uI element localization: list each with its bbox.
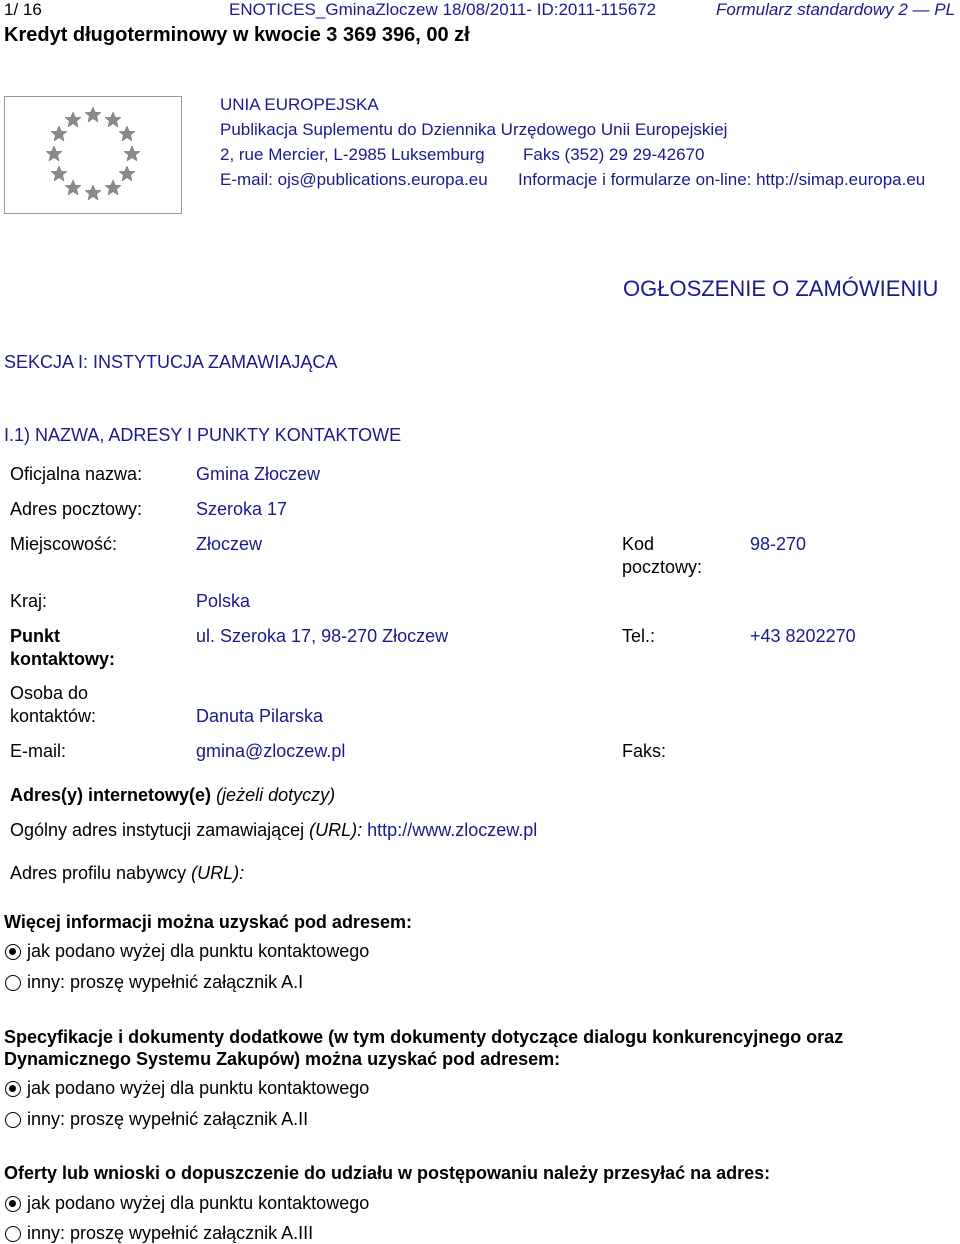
internet-address-title: Adres(y) internetowy(e) (10, 785, 212, 805)
specs-option-other: inny: proszę wypełnić załącznik A.II (27, 1109, 309, 1129)
more-info-title: Więcej informacji można uzyskać pod adresem: (4, 912, 412, 932)
internet-address-note: (jeżeli dotyczy) (216, 785, 336, 805)
internet-address-heading (10, 785, 335, 806)
postal-address-label: Adres pocztowy: (10, 499, 143, 519)
tel-label: Tel.: (622, 626, 656, 646)
notice-id-text: ENOTICES_GminaZloczew (229, 0, 438, 19)
publisher-line1: UNIA EUROPEJSKA (220, 95, 379, 114)
offers-radio-other[interactable] (5, 1226, 21, 1242)
zip-value: 98-270 (750, 534, 807, 554)
more-info-radio-same[interactable] (5, 944, 21, 960)
contact-person-value: Danuta Pilarska (196, 706, 324, 726)
country-value: Polska (196, 591, 251, 611)
publisher-address: 2, rue Mercier, L-2985 Luksemburg (220, 145, 485, 164)
offers-option-same: jak podano wyżej dla punktu kontaktowego (27, 1193, 370, 1213)
publisher-email: E-mail: ojs@publications.europa.eu (220, 170, 488, 189)
offers-option-other: inny: proszę wypełnić załącznik A.III (27, 1223, 314, 1243)
more-info-option-other: inny: proszę wypełnić załącznik A.I (27, 972, 304, 992)
publisher-fax: Faks (352) 29 29-42670 (523, 145, 705, 164)
more-info-option-same: jak podano wyżej dla punktu kontaktowego (27, 941, 370, 961)
city-value: Złoczew (196, 534, 263, 554)
page-number: 1/ 16 (4, 0, 42, 19)
email-value: gmina@zloczew.pl (196, 741, 346, 761)
eu-flag-logo (4, 96, 182, 214)
zip-label-2: pocztowy: (622, 557, 703, 577)
general-url-row (10, 820, 537, 841)
eu-stars-icon (5, 97, 181, 213)
zip-label-1: Kod (622, 534, 655, 554)
postal-address-value: Szeroka 17 (196, 499, 288, 519)
publisher-line2: Publikacja Suplementu do Dziennika Urzędowego Unii Europejskiej (220, 120, 728, 139)
notice-title: OGŁOSZENIE O ZAMÓWIENIU (623, 276, 939, 301)
notice-date-id: 18/08/2011- ID:2011-115672 (442, 0, 657, 19)
specs-radio-other[interactable] (5, 1112, 21, 1128)
buyer-profile-abbr: (URL): (191, 863, 245, 883)
official-name-value: Gmina Złoczew (196, 464, 321, 484)
section-title: SEKCJA I: INSTYTUCJA ZAMAWIAJĄCA (4, 352, 338, 372)
contact-person-label-2: kontaktów: (10, 706, 97, 726)
notice-id (229, 0, 656, 20)
more-info-radio-other[interactable] (5, 975, 21, 991)
buyer-profile-label: Adres profilu nabywcy (10, 863, 187, 883)
city-label: Miejscowość: (10, 534, 118, 554)
offers-radio-same[interactable] (5, 1196, 21, 1212)
official-name-label: Oficjalna nazwa: (10, 464, 143, 484)
contact-point-label-1: Punkt (10, 626, 61, 646)
specs-option-same: jak podano wyżej dla punktu kontaktowego (27, 1078, 370, 1098)
general-url-abbr: (URL): (309, 820, 363, 840)
tel-value: +43 8202270 (750, 626, 856, 646)
specs-title-2: Dynamicznego Systemu Zakupów) można uzyskać pod adresem: (4, 1049, 561, 1069)
contact-point-value: ul. Szeroka 17, 98-270 Złoczew (196, 626, 449, 646)
fax-label: Faks: (622, 741, 667, 761)
form-lang: PL (934, 0, 956, 19)
specs-title-1: Specyfikacje i dokumenty dodatkowe (w tym dokumenty dotyczące dialogu konkurencyjnego oraz (4, 1027, 844, 1047)
country-label: Kraj: (10, 591, 48, 611)
form-type: Formularz standardowy 2 — PL (716, 0, 956, 19)
subsection-title: I.1) NAZWA, ADRESY I PUNKTY KONTAKTOWE (4, 425, 402, 445)
publisher-info: Informacje i formularze on-line: http://simap.europa.eu (518, 170, 926, 189)
general-url-value: http://www.zloczew.pl (367, 820, 538, 840)
specs-radio-same[interactable] (5, 1081, 21, 1097)
buyer-profile-row (10, 863, 244, 884)
contact-person-label-1: Osoba do (10, 683, 89, 703)
contact-point-label-2: kontaktowy: (10, 649, 116, 669)
document-title: Kredyt długoterminowy w kwocie 3 369 396, 00 zł (4, 24, 470, 46)
form-name: Formularz standardowy 2 (716, 0, 908, 19)
general-url-label: Ogólny adres instytucji zamawiającej (10, 820, 305, 840)
email-label: E-mail: (10, 741, 67, 761)
offers-title: Oferty lub wnioski o dopuszczenie do udziału w postępowaniu należy przesyłać na adres: (4, 1163, 771, 1183)
